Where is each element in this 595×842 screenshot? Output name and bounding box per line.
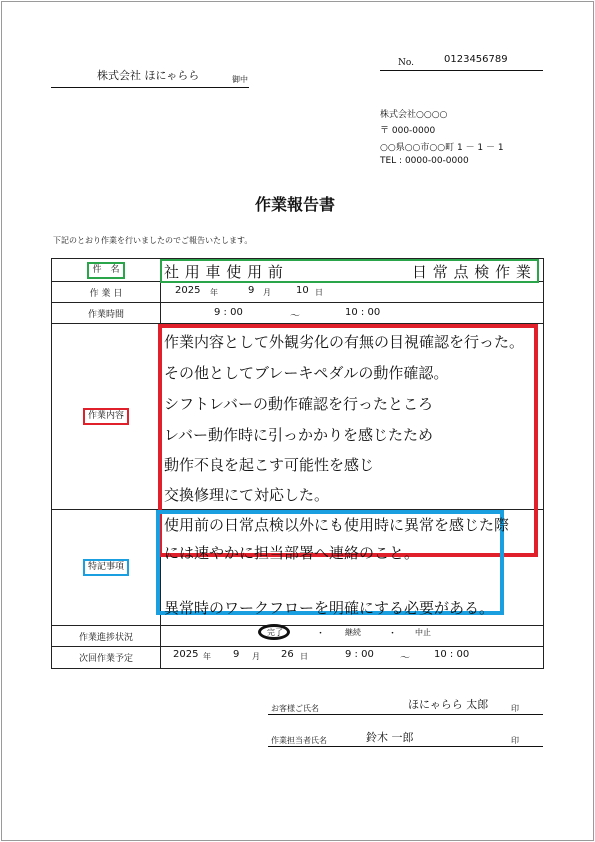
content-label-cell <box>52 324 161 510</box>
doc-no-label: No. <box>398 58 414 68</box>
date-label: 作 業 日 <box>52 282 161 303</box>
notes-text <box>160 512 544 622</box>
progress-stop: 中止 <box>415 628 431 637</box>
next-day: 26 <box>281 649 294 660</box>
customer-label: お客様ご氏名 <box>271 704 319 713</box>
time-label: 作業時間 <box>52 303 161 324</box>
recipient-company: 株式会社 ほにゃらら <box>97 69 200 82</box>
notes-line: には速やかに担当部署へ連絡のこと。 <box>164 544 420 562</box>
subject-right: 日 常 点 検 作 業 <box>412 263 532 281</box>
next-year: 2025 <box>173 649 199 660</box>
progress-continue: 継続 <box>345 628 361 637</box>
content-line: レバー動作時に引っかかりを感じたため <box>164 426 433 444</box>
doc-no-underline <box>380 70 543 71</box>
next-year-unit: 年 <box>203 652 211 661</box>
intro-text: 下記のとおり作業を行いましたのでご報告いたします。 <box>53 236 253 245</box>
next-time-start: 9 : 00 <box>345 649 374 660</box>
recipient-underline <box>51 87 249 88</box>
staff-name: 鈴木 一郎 <box>366 731 414 744</box>
page-title: 作業報告書 <box>255 195 336 214</box>
next-time-sep: ～ <box>400 653 410 664</box>
content-line: その他としてブレーキペダルの動作確認。 <box>164 364 449 382</box>
content-line: 動作不良を起こす可能性を感じ <box>164 456 375 474</box>
date-day-unit: 日 <box>315 288 323 297</box>
recipient-honorific: 御中 <box>232 75 248 84</box>
date-year-unit: 年 <box>210 288 218 297</box>
content-line: シフトレバーの動作確認を行ったところ <box>164 395 433 413</box>
staff-underline <box>268 746 543 747</box>
sender-tel: TEL : 0000-00-0000 <box>380 156 469 166</box>
content-label: 作業内容 <box>83 408 129 425</box>
staff-label: 作業担当者氏名 <box>271 736 327 745</box>
sender-address: ○○県○○市○○町 1 － 1 － 1 <box>380 143 504 153</box>
content-text <box>160 326 544 506</box>
next-label: 次回作業予定 <box>52 647 161 669</box>
time-start: 9 : 00 <box>214 307 243 318</box>
progress-dot-1: ・ <box>316 629 326 639</box>
sender-postal: 〒 000-0000 <box>380 126 436 136</box>
next-day-unit: 日 <box>300 652 308 661</box>
customer-seal: 印 <box>511 704 519 713</box>
subject-label: 件 名 <box>87 262 124 279</box>
next-month: 9 <box>233 649 240 660</box>
notes-line: 使用前の日常点検以外にも使用時に異常を感じた際 <box>164 516 510 534</box>
progress-label: 作業進捗状況 <box>52 626 161 647</box>
date-month-unit: 月 <box>263 288 271 297</box>
subject-left: 社 用 車 使 用 前 <box>164 263 284 281</box>
progress-dot-2: ・ <box>388 629 398 639</box>
doc-no-value: 0123456789 <box>444 54 508 65</box>
customer-underline <box>268 714 543 715</box>
notes-line: 異常時のワークフローを明確にする必要がある。 <box>164 599 495 617</box>
next-month-unit: 月 <box>252 652 260 661</box>
notes-label-cell <box>52 510 161 626</box>
content-line: 交換修理にて対応した。 <box>164 486 330 504</box>
date-year: 2025 <box>175 285 201 296</box>
time-end: 10 : 00 <box>345 307 381 318</box>
progress-done: 完了 <box>267 628 283 637</box>
customer-name: ほにゃらら 太郎 <box>408 698 489 711</box>
subject-label-cell <box>52 259 161 282</box>
time-sep: ～ <box>290 311 300 322</box>
content-line: 作業内容として外観劣化の有無の目視確認を行った。 <box>164 333 525 351</box>
date-month: 9 <box>248 285 255 296</box>
notes-label: 特記事項 <box>83 559 129 576</box>
sender-company: 株式会社○○○○ <box>380 110 448 120</box>
staff-seal: 印 <box>511 736 519 745</box>
date-day: 10 <box>296 285 309 296</box>
next-time-end: 10 : 00 <box>434 649 470 660</box>
